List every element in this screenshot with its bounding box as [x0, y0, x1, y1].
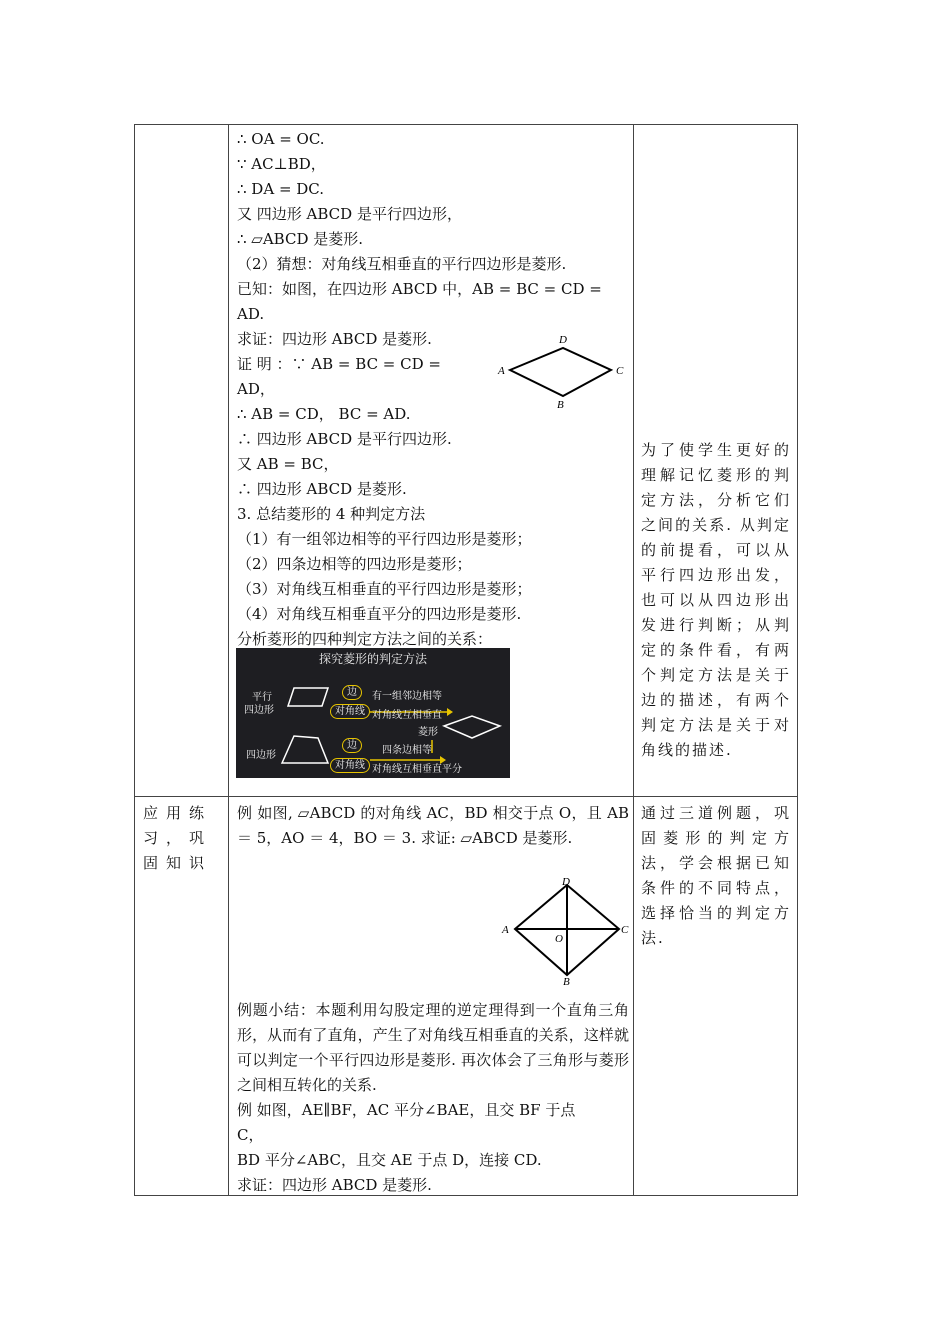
example-2-line: 求证：四边形 ABCD 是菱形.	[237, 1176, 432, 1194]
text-line: ∴ OA = OC.	[237, 130, 325, 148]
text-line: 证 明 ：∵ AB = BC = CD =	[237, 355, 441, 373]
label-b: B	[563, 976, 570, 985]
example-1: 例 如图, ▱ABCD 的对角线 AC，BD 相交于点 O，且 AB ＝ 5，AO ＝ 4，BO ＝ 3. 求证: ▱ABCD 是菱形.	[237, 804, 629, 847]
slide-label-parallelogram: 平行	[252, 692, 272, 703]
slide-title: 探究菱形的判定方法	[318, 652, 427, 666]
text-line: 已知：如图，在四边形 ABCD 中，AB = BC = CD =	[237, 280, 602, 298]
row2-summary	[237, 998, 629, 1198]
row2-note: 通过三道例题，巩固菱形的判定方法，学会根据已知条件的不同特点，选择恰当的判定方法.	[641, 804, 791, 947]
slide-pill-edge: 边	[342, 738, 362, 753]
column-divider	[633, 125, 634, 1195]
rhombus-shape	[510, 348, 611, 396]
slide-text: 对角线互相垂直平分	[372, 764, 462, 775]
slide-label-parallelogram-2: 四边形	[244, 705, 274, 716]
label-d: D	[559, 334, 567, 346]
text-line: 又 AB = BC，	[237, 455, 339, 473]
label-d: D	[562, 876, 570, 888]
slide-pill-edge: 边	[342, 685, 362, 700]
text-line: ∴ 四边形 ABCD 是菱形.	[237, 480, 407, 498]
example-2-line: C，	[237, 1126, 264, 1144]
slide-text: 四条边相等	[382, 745, 432, 756]
row-divider	[135, 796, 797, 797]
text-line: ∴ ▱ABCD 是菱形.	[237, 230, 364, 248]
label-c: C	[616, 365, 624, 377]
slide-pill-diagonal: 对角线	[330, 758, 370, 773]
text-line: AD.	[237, 305, 265, 323]
text-line: ∴ 四边形 ABCD 是平行四边形.	[237, 430, 452, 448]
label-a: A	[498, 365, 505, 377]
text-line: （2）四条边相等的四边形是菱形；	[237, 555, 472, 573]
slide-pill-diagonal: 对角线	[330, 704, 370, 719]
column-divider	[228, 125, 229, 1195]
text-line: （2）猜想：对角线互相垂直的平行四边形是菱形.	[237, 255, 567, 273]
slide-label-quadrilateral: 四边形	[246, 750, 276, 761]
text-line: （1）有一组邻边相等的平行四边形是菱形；	[237, 530, 532, 548]
example-2-line: 例 如图，AE∥BF，AC 平分∠BAE，且交 BF 于点	[237, 1101, 576, 1119]
row2-content	[237, 801, 629, 851]
method-slide-image	[236, 648, 510, 778]
text-line: AD，	[237, 380, 275, 398]
text-line: ∵ AC⊥BD，	[237, 155, 326, 173]
text-line: ∴ DA = DC.	[237, 180, 325, 198]
text-line: （4）对角线互相垂直平分的四边形是菱形.	[237, 605, 522, 623]
lesson-table	[134, 124, 798, 1196]
example-2-line: BD 平分∠ABC，且交 AE 于点 D，连接 CD.	[237, 1151, 542, 1169]
slide-label-rhombus: 菱形	[418, 727, 438, 738]
text-line: 分析菱形的四种判定方法之间的关系：	[237, 630, 493, 648]
row1-note: 为了使学生更好的理解记忆菱形的判定方法，分析它们之间的关系. 从判定的前提看，可以从平行四边形出发，也可以从四边形出发进行判断；从判定的条件看，有两个判定方法是关于边的描述，有两个判定方法是关于对角线的描述.	[641, 441, 791, 759]
text-line: 3. 总结菱形的 4 种判定方法	[237, 505, 426, 523]
rhombus-diagram	[495, 330, 630, 412]
label-c: C	[621, 924, 629, 936]
label-a: A	[502, 924, 509, 936]
section-label: 应用练习，巩固知识	[143, 804, 213, 872]
example-summary: 例题小结：本题利用勾股定理的逆定理得到一个直角三角形，从而有了直角，产生了对角线互相垂直的关系，这样就可以判定一个平行四边形是菱形. 再次体会了三角形与菱形之间相互转化的关系.	[237, 1001, 629, 1094]
text-line: （3）对角线互相垂直的平行四边形是菱形；	[237, 580, 532, 598]
label-o: O	[555, 933, 563, 945]
text-line: 又 四边形 ABCD 是平行四边形，	[237, 205, 462, 223]
text-line: ∴ AB = CD， BC = AD.	[237, 405, 411, 423]
label-b: B	[557, 399, 564, 411]
slide-text: 对角线互相垂直	[372, 710, 442, 721]
text-line: 求证：四边形 ABCD 是菱形.	[237, 330, 432, 348]
rhombus-diagram-with-diagonals	[499, 875, 629, 985]
slide-text: 有一组邻边相等	[372, 691, 442, 702]
